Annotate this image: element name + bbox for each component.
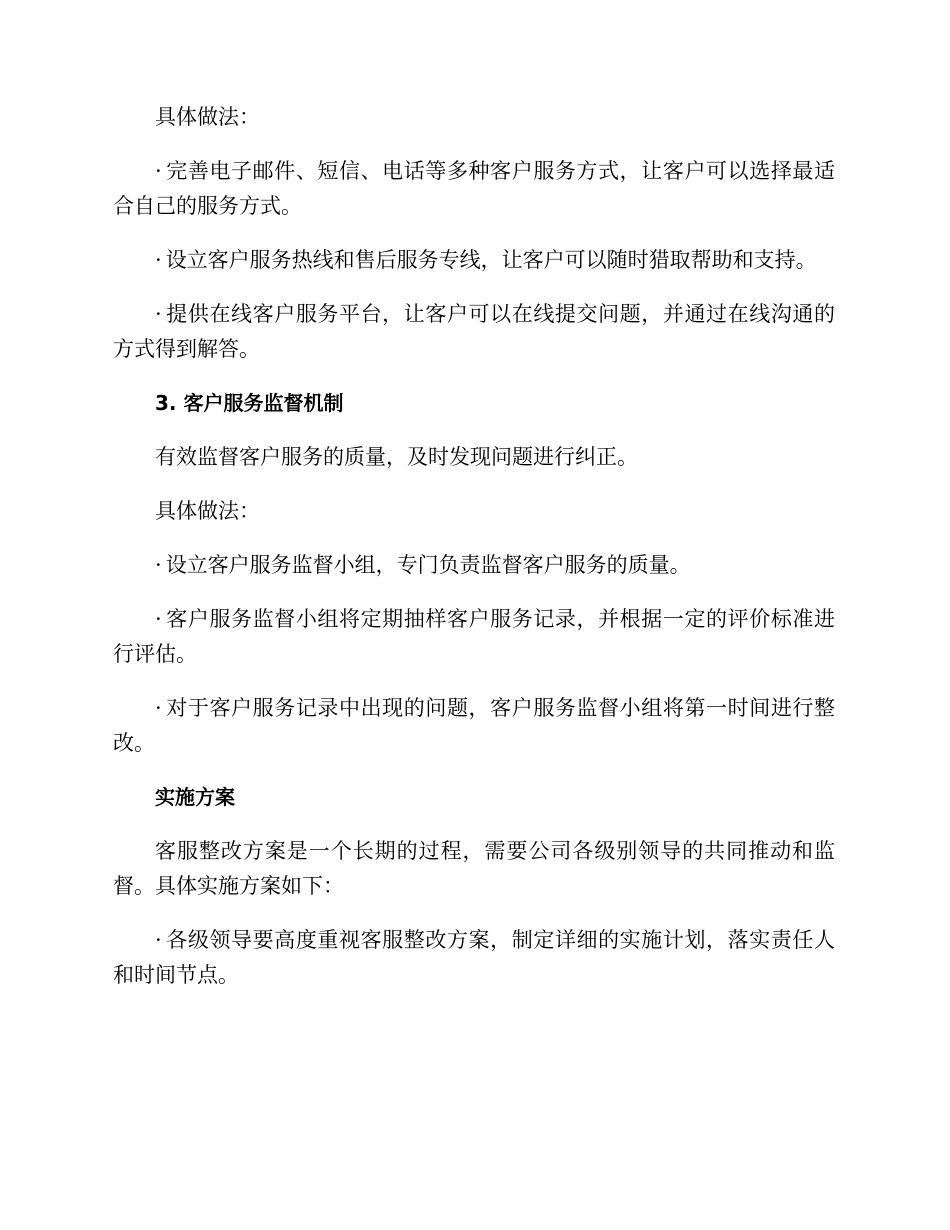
bullet-text: 提供在线客户服务平台，让客户可以在线提交问题，并通过在线沟通的方式得到解答。 <box>113 302 835 361</box>
bullet-item-sampling <box>113 602 835 672</box>
bullet-dot-icon: · <box>155 553 162 577</box>
bullet-item-rectification <box>113 691 835 761</box>
bullet-text: 完善电子邮件、短信、电话等多种客户服务方式，让客户可以选择最适合自己的服务方式。 <box>113 159 835 218</box>
bullet-dot-icon: · <box>155 928 162 952</box>
bullet-dot-icon: · <box>155 159 162 183</box>
bullet-text: 设立客户服务监督小组，专门负责监督客户服务的质量。 <box>165 553 691 577</box>
paragraph-method-intro-1: 具体做法： <box>155 105 260 129</box>
bullet-dot-icon: · <box>155 607 162 631</box>
section-heading-implementation: 实施方案 <box>155 785 235 809</box>
bullet-item-hotline <box>113 243 835 278</box>
paragraph-implementation-intro: 客服整改方案是一个长期的过程，需要公司各级别领导的共同推动和监督。具体实施方案如下： <box>113 839 835 898</box>
bullet-text: 对于客户服务记录中出现的问题，客户服务监督小组将第一时间进行整改。 <box>113 696 835 755</box>
paragraph-method-intro-2: 具体做法： <box>155 499 260 523</box>
section-heading-supervision: 3. 客户服务监督机制 <box>155 391 344 415</box>
bullet-dot-icon: · <box>155 696 162 720</box>
bullet-text: 设立客户服务热线和售后服务专线，让客户可以随时猎取帮助和支持。 <box>165 248 817 272</box>
bullet-item-online-platform <box>113 297 835 367</box>
document-page <box>113 100 835 1012</box>
bullet-item-leadership <box>113 923 835 993</box>
paragraph-supervision-goal: 有效监督客户服务的质量，及时发现问题进行纠正。 <box>155 445 638 469</box>
bullet-text: 各级领导要高度重视客服整改方案，制定详细的实施计划，落实责任人和时间节点。 <box>113 928 835 987</box>
bullet-dot-icon: · <box>155 248 162 272</box>
bullet-text: 客户服务监督小组将定期抽样客户服务记录，并根据一定的评价标准进行评估。 <box>113 607 835 666</box>
bullet-item-supervision-team <box>113 548 835 583</box>
bullet-item-service-channels <box>113 154 835 224</box>
bullet-dot-icon: · <box>155 302 162 326</box>
